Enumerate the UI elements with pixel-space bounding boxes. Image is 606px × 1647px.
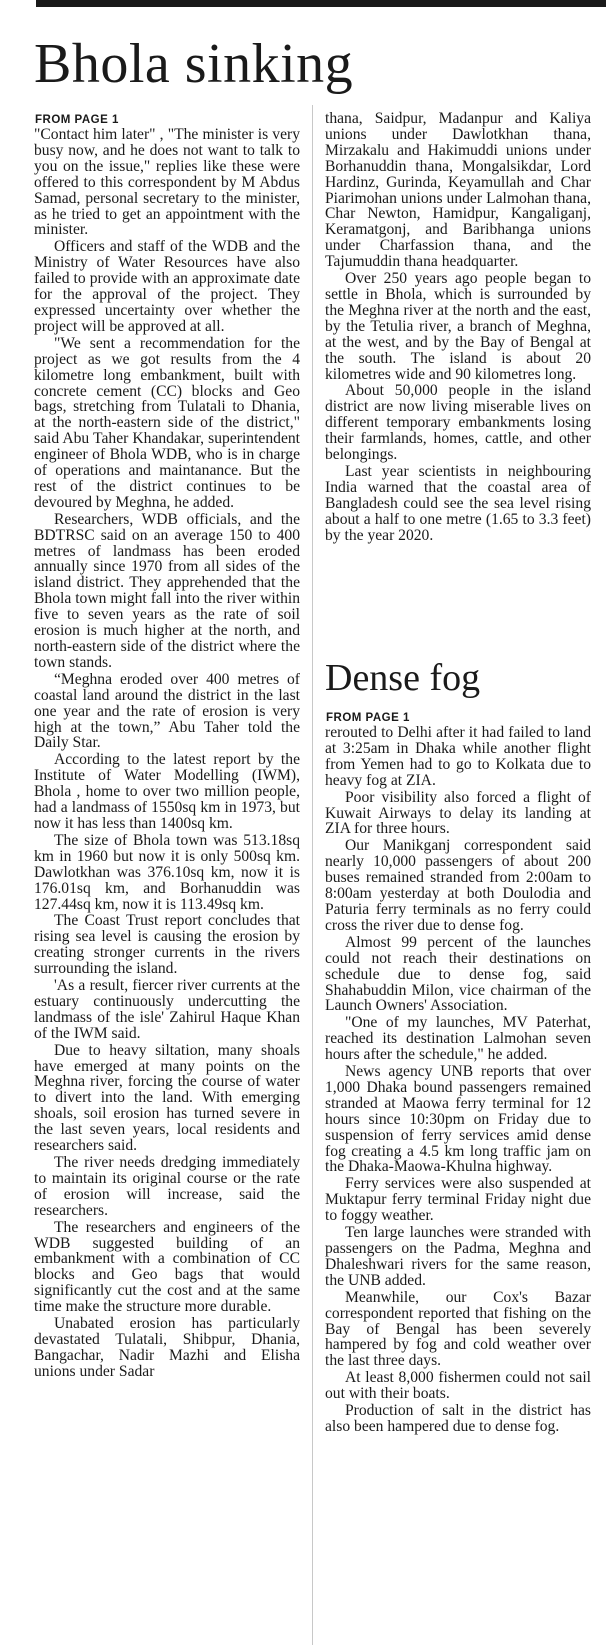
paragraph: The size of Bhola town was 513.18sq km in 1960 but now it is only 500sq km. Dawlotkhan was 376.10sq km, now it is 176.01sq km, and Borhanuddin was 127.44sq km, now it is 113.49sq km.	[34, 831, 300, 913]
paragraph: thana, Saidpur, Madanpur and Kaliya unions under Dawlotkhan thana, Mirzakalu and Hakimuddi unions under Borhanuddin thana, Mongalsikdar, Lord Hardinz, Gurinda, Keyamullah and Char Piarimohan unions under Lalmohan thana, Char Newton, Hamidpur, Kangaliganj, Keramatgonj, and Baribhanga unions under Charfassion thana, and the Tajumuddin thana headquarter.	[325, 110, 591, 271]
paragraph: Our Manikganj correspondent said nearly 10,000 passengers of about 200 buses remained stranded from 2:00am to 8:00am yesterday at both Doulodia and Paturia ferry terminals as no ferry could cross the river due to dense fog.	[325, 837, 591, 934]
headline-dense-fog: Dense fog	[325, 657, 481, 699]
paragraph: Ten large launches were stranded with passengers on the Padma, Meghna and Dhaleshwari rivers for the same reason, the UNB added.	[325, 1224, 591, 1289]
paragraph: Last year scientists in neighbouring India warned that the coastal area of Bangladesh could see the sea level rising about a half to one metre (1.65 to 3.3 feet) by the year 2020.	[325, 462, 591, 544]
paragraph: The researchers and engineers of the WDB suggested building of an embankment with a combination of CC blocks and Geo bags that would significantly cut the cost and at the same time make the structure more durable.	[34, 1218, 300, 1316]
headline-bhola-sinking: Bhola sinking	[34, 33, 354, 95]
paragraph: Officers and staff of the WDB and the Ministry of Water Resources have also failed to provide with an approximate date for the approval of the project. They expressed uncertainty over whether the project will be approved at all.	[34, 238, 300, 335]
paragraph: rerouted to Delhi after it had failed to land at 3:25am in Dhaka while another flight from Yemen had to go to Kolkata due to heavy fog at ZIA.	[325, 724, 591, 789]
paragraph: “Meghna eroded over 400 metres of coastal land around the district in the last one year and the rate of erosion is very high at the town,” Abu Taher told the Daily Star.	[34, 670, 300, 752]
paragraph: News agency UNB reports that over 1,000 Dhaka bound passengers remained stranded at Maowa ferry terminal for 12 hours since 10:30pm on Friday due to suspension of ferry services amid dense fog creating a 4.5 km long traffic jam on the Dhaka-Maowa-Khulna highway.	[325, 1063, 591, 1176]
bhola-column-right	[325, 111, 591, 543]
column-divider	[312, 105, 313, 1645]
paragraph: According to the latest report by the Institute of Water Modelling (IWM), Bhola , home to over two million people, had a landmass of 1550sq km in 1973, but now it has less than 1400sq km.	[34, 751, 300, 832]
paragraph: Researchers, WDB officials, and the BDTRSC said on an average 150 to 400 metres of landmass has been eroded annually since 1970 from all sides of the island district. They apprehended that the Bhola town might fall into the river within five to seven years as the rate of soil erosion is much higher at the north, and north-eastern side of the district where the town stands.	[34, 510, 300, 671]
paragraph: Production of salt in the district has also been hampered due to dense fog.	[325, 1402, 591, 1435]
paragraph: Due to heavy siltation, many shoals have emerged at many points on the Meghna river, forcing the course of water to divert into the land. With emerging shoals, soil erosion has turned severe in the last seven years, local residents and researchers said.	[34, 1041, 300, 1155]
top-rule	[36, 0, 606, 7]
dense-fog-column	[325, 711, 591, 1435]
paragraph: Poor visibility also forced a flight of Kuwait Airways to delay its landing at ZIA for three hours.	[325, 788, 591, 838]
paragraph: 'As a result, fiercer river currents at the estuary continuously undercutting the landmass of the isle' Zahirul Haque Khan of the IWM said.	[34, 977, 300, 1042]
paragraph: Meanwhile, our Cox's Bazar correspondent reported that fishing on the Bay of Bengal has been severely hampered by fog and cold weather over the last three days.	[325, 1288, 591, 1370]
paragraph: About 50,000 people in the island district are now living miserable lives on different temporary embankments losing their farmlands, homes, cattle, and other belongings.	[325, 382, 591, 464]
bhola-column-left	[34, 113, 300, 1380]
paragraph: The Coast Trust report concludes that rising sea level is causing the erosion by creating stronger currents in the rivers surrounding the island.	[34, 912, 300, 978]
paragraph: "We sent a recommendation for the project as we got results from the 4 kilometre long embankment, built with concrete cement (CC) blocks and Geo bags, stretching from Tulatali to Dhania, at the north-eastern side of the district," said Abu Taher Khandakar, superintendent engineer of Bhola WDB, who is in charge of operations and maintanance. But the rest of the district continues to be devoured by Meghna, he added.	[34, 334, 300, 511]
paragraph: Over 250 years ago people began to settle in Bhola, which is surrounded by the Meghna river at the north and the east, by the Tetulia river, a branch of Meghna, at the west, and by the Bay of Bengal at the south. The island is about 20 kilometres wide and 90 kilometres long.	[325, 270, 591, 383]
paragraph: The river needs dredging immediately to maintain its original course or the rate of erosion will increase, said the researchers.	[34, 1154, 300, 1219]
from-page-label: FROM PAGE 1	[35, 114, 119, 126]
from-page-label: FROM PAGE 1	[326, 712, 410, 724]
paragraph: "One of my launches, MV Paterhat, reached its destination Lalmohan seven hours after the schedule," he added.	[325, 1014, 591, 1064]
paragraph: Ferry services were also suspended at Muktapur ferry terminal Friday night due to foggy weather.	[325, 1175, 591, 1225]
paragraph: At least 8,000 fishermen could not sail out with their boats.	[325, 1369, 591, 1403]
paragraph: "Contact him later" , "The minister is very busy now, and he does not want to talk to you on the issue," replies like these were offered to this correspondent by M Abdus Samad, personal secretary to the minister, as he tried to get an appointment with the minister.	[34, 126, 300, 239]
paragraph: Almost 99 percent of the launches could not reach their destinations on schedule due to dense fog, said Shahabuddin Milon, vice chairman of the Launch Owners' Association.	[325, 933, 591, 1015]
paragraph: Unabated erosion has particularly devastated Tulatali, Shibpur, Dhania, Bangachar, Nadir Mazhi and Elisha unions under Sadar	[34, 1315, 300, 1380]
